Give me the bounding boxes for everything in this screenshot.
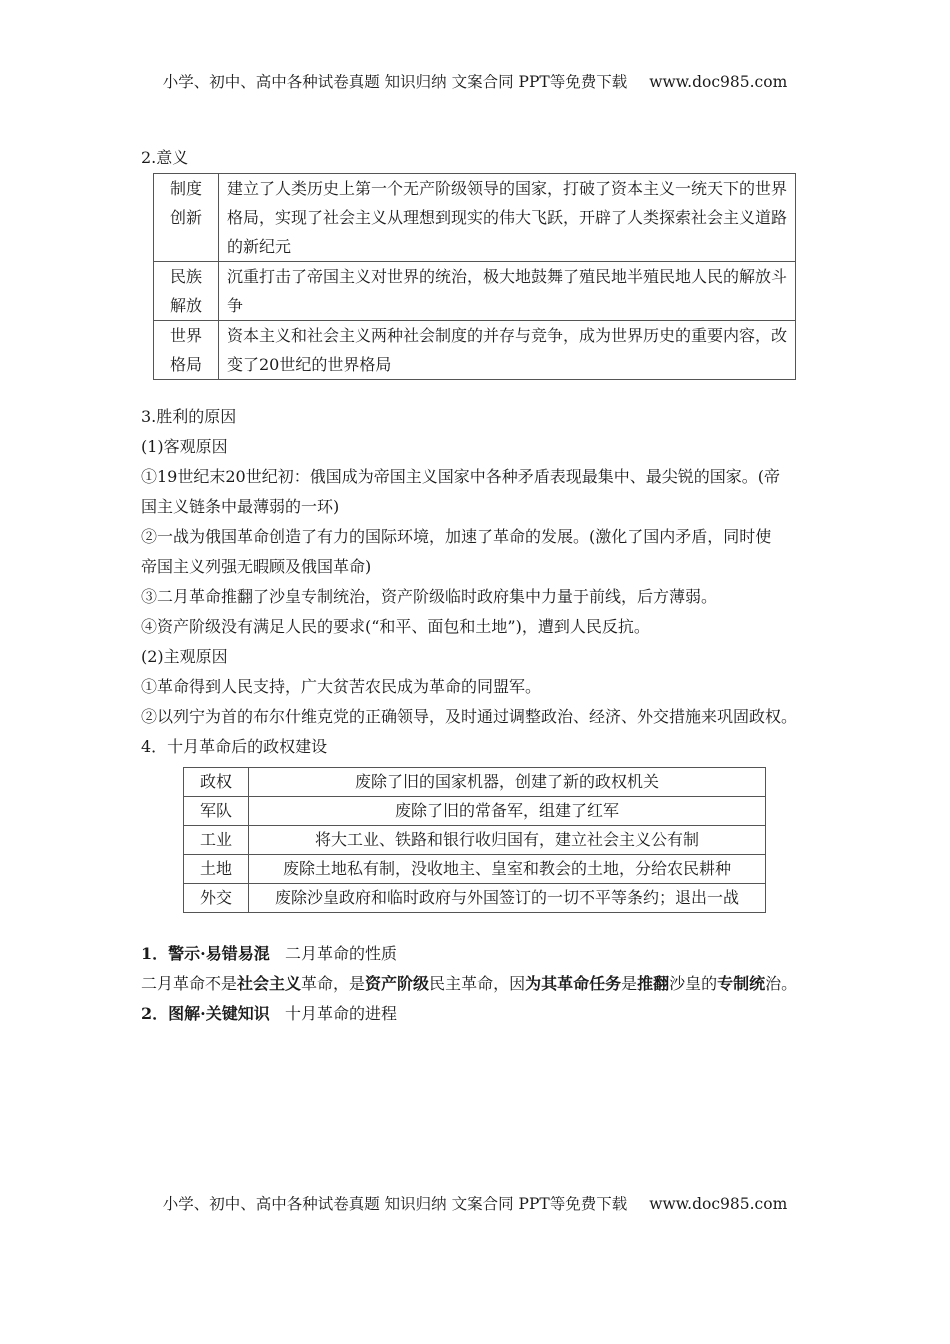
row-value: 将大工业、铁路和银行收归国有，建立社会主义公有制 [249, 826, 766, 855]
row-key: 工业 [184, 826, 249, 855]
objective-reason-1b: 国主义链条中最薄弱的一环) [141, 497, 340, 516]
row-value: 废除了旧的国家机器，创建了新的政权机关 [249, 768, 766, 797]
tip-2-heading [141, 999, 821, 1029]
row-value: 废除土地私有制，没收地主、皇室和教会的土地，分给农民耕种 [249, 855, 766, 884]
objective-reason-1a: ①19世纪末20世纪初：俄国成为帝国主义国家中各种矛盾表现最集中、最尖锐的国家。(帝 [141, 467, 780, 486]
significance-table [153, 173, 796, 380]
row-key: 外交 [184, 884, 249, 913]
objective-reason-4: ④资产阶级没有满足人民的要求(“和平、面包和土地”)，遭到人民反抗。 [141, 617, 650, 636]
footer-text: 小学、初中、高中各种试卷真题 知识归纳 文案合同 PPT等免费下载 [162, 1195, 628, 1213]
row-key: 政权 [184, 768, 249, 797]
row-key: 土地 [184, 855, 249, 884]
tip-text: 是 [621, 974, 638, 993]
tip-text: 革命，是 [301, 974, 366, 993]
footer-url[interactable]: www.doc985.com [649, 1195, 788, 1213]
tip-text: 民主革命，因 [429, 974, 526, 993]
row-value: 建立了人类历史上第一个无产阶级领导的国家，打破了资本主义一统天下的世界格局，实现了社会主义从理想到现实的伟大飞跃，开辟了人类探索社会主义道路的新纪元 [219, 174, 796, 262]
tip-2-topic: 十月革命的进程 [284, 1004, 397, 1023]
tip-text: 沙皇的 [669, 974, 718, 993]
tip-text: 二月革命不是 [141, 974, 238, 993]
row-key: 民族解放 [154, 262, 219, 321]
table-row [184, 884, 766, 913]
objective-reason-3: ③二月革命推翻了沙皇专制统治，资产阶级临时政府集中力量于前线，后方薄弱。 [141, 587, 718, 606]
tip-emphasis: 专制统 [717, 974, 766, 993]
table-row [184, 826, 766, 855]
header-text: 小学、初中、高中各种试卷真题 知识归纳 文案合同 PPT等免费下载 [162, 73, 628, 91]
tip-1-topic: 二月革命的性质 [284, 944, 397, 963]
row-value: 资本主义和社会主义两种社会制度的并存与竞争，成为世界历史的重要内容，改变了20世纪的世界格局 [219, 321, 796, 380]
row-key: 世界格局 [154, 321, 219, 380]
tip-1-label: 1．警示·易错易混 [141, 944, 270, 963]
table-row [184, 768, 766, 797]
row-key: 军队 [184, 797, 249, 826]
document-body [141, 143, 821, 1029]
tip-2-label: 2．图解·关键知识 [141, 1004, 270, 1023]
objective-reason-2b: 帝国主义列强无暇顾及俄国革命) [141, 557, 372, 576]
section-3-title: 3.胜利的原因 [141, 407, 237, 426]
table-row [154, 321, 796, 380]
header-url[interactable]: www.doc985.com [649, 73, 788, 91]
regime-building-table [183, 767, 766, 913]
tip-text: 治。 [765, 974, 798, 993]
tip-1-body [141, 969, 821, 999]
tip-emphasis: 社会主义 [237, 974, 302, 993]
page-footer [0, 1192, 950, 1214]
section-4-title: 4．十月革命后的政权建设 [141, 737, 328, 756]
subjective-reason-1: ①革命得到人民支持，广大贫苦农民成为革命的同盟军。 [141, 677, 542, 696]
section-2-title: 2.意义 [141, 148, 189, 167]
row-value: 废除了旧的常备军，组建了红军 [249, 797, 766, 826]
objective-reason-2a: ②一战为俄国革命创造了有力的国际环境，加速了革命的发展。(激化了国内矛盾，同时使 [141, 527, 772, 546]
row-key: 制度创新 [154, 174, 219, 262]
table-row [184, 797, 766, 826]
subjective-reason-2: ②以列宁为首的布尔什维克党的正确领导，及时通过调整政治、经济、外交措施来巩固政权。 [141, 707, 798, 726]
table-row [154, 174, 796, 262]
tip-emphasis: 推翻 [637, 974, 670, 993]
table-row [184, 855, 766, 884]
tip-emphasis: 资产阶级 [365, 974, 430, 993]
table-row [154, 262, 796, 321]
objective-reasons-title: (1)客观原因 [141, 437, 228, 456]
tip-emphasis: 为其革命任务 [525, 974, 622, 993]
row-value: 沉重打击了帝国主义对世界的统治，极大地鼓舞了殖民地半殖民地人民的解放斗争 [219, 262, 796, 321]
row-value: 废除沙皇政府和临时政府与外国签订的一切不平等条约；退出一战 [249, 884, 766, 913]
tip-1-heading [141, 939, 821, 969]
subjective-reasons-title: (2)主观原因 [141, 647, 228, 666]
page-header [0, 70, 950, 92]
